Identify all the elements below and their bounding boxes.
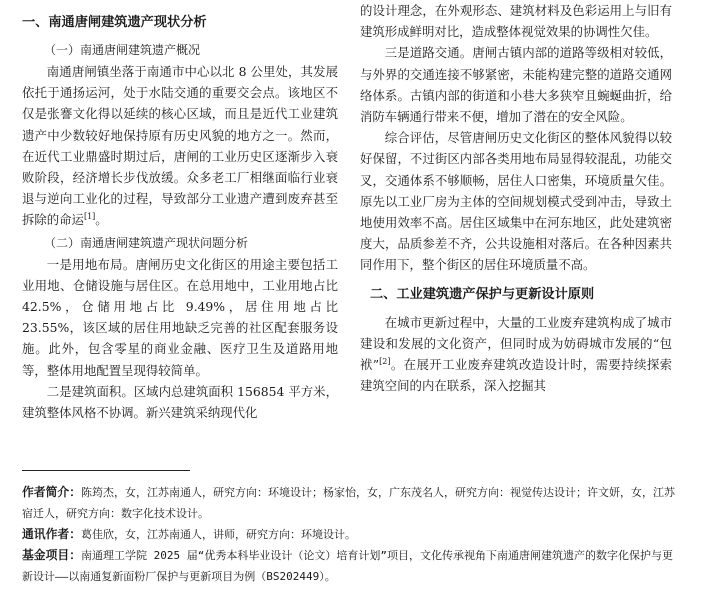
paragraph-principles: [360, 312, 672, 397]
paragraph-land-use: 一是用地布局。唐闸历史文化街区的用途主要包括工业用地、仓储设施与居住区。在总用地中，工业用地占比 42.5%，仓储用地占比 9.49%，居住用地占比 23.55%，该区域的居住用地缺乏完善的社区配套服务设施。此外，包含零星的商业金融、医疗卫生及道路用地等，整体用地配置呈现得较简单。: [22, 256, 338, 378]
paragraph-assessment: 综合评估，尽管唐闸历史文化街区的整体风貌得以较好保留，不过街区内部各类用地布局显得较混乱，功能交叉，交通体系不够顺畅，居住人口密集，环境质量欠佳。原先以工业厂房为主体的空间规划模式受到冲击，导致土地使用效率不高。居住区域集中在河东地区，此处建筑密度大，品质参差不齐，公共设施相对落后。在各种因素共同作用下，整个街区的居住环境质量不高。: [360, 130, 672, 273]
section-title-1: 一、南通唐闸建筑遗产现状分析: [22, 15, 207, 30]
author-label: 作者简介：: [22, 485, 81, 499]
footnotes: [22, 482, 682, 587]
author-note: [22, 482, 682, 524]
paragraph-principles-text: 在城市更新过程中，大量的工业废弃建筑构成了城市建设和发展的文化资产，但同时成为妨碍城市发展的“包袱”: [360, 314, 672, 373]
section-title-2: 二、工业建筑遗产保护与更新设计原则: [370, 286, 595, 302]
subsection-title-2: （二）南通唐闸建筑遗产现状问题分析: [44, 235, 249, 250]
paragraph-principles-end: 。在展开工业废弃建筑改造设计时，需要持续探索建筑空间的内在联系，深入挖掘其: [360, 357, 673, 394]
right-column: [360, 0, 672, 396]
corresponding-author-note: [22, 524, 682, 545]
footnote-divider: [22, 470, 190, 471]
corresponding-author-text: 葛佳欣，女，江苏南通人，讲师，研究方向：环境设计。: [81, 528, 356, 541]
author-text: 陈筠杰，女，江苏南通人，研究方向：环境设计；杨家怡，女，广东茂名人，研究方向：视觉传达设计；许文妍，女，江苏宿迁人，研究方向：数字化技术设计。: [22, 486, 675, 520]
paragraph-continued: 的设计理念，在外观形态、建筑材料及色彩运用上与旧有建筑形成鲜明对比，造成整体视觉效果的协调性欠佳。: [360, 3, 672, 40]
paragraph-building-area: 二是建筑面积。区域内总建筑面积 156854 平方米，建筑整体风格不协调。新兴建筑采纳现代化: [22, 383, 338, 421]
paragraph-traffic: 三是道路交通。唐闸古镇内部的道路等级相对较低，与外界的交通连接不够紧密，未能构建完整的道路交通网络体系。古镇内部的街道和小巷大多狭窄且蜿蜒曲折，给消防车辆通行带来不便，增加了潜在的安全风险。: [360, 45, 672, 125]
fund-note: [22, 545, 682, 587]
citation-2[interactable]: [2]: [379, 356, 391, 366]
corresponding-author-label: 通讯作者：: [22, 527, 81, 541]
subsection-title-1: （一）南通唐闸建筑遗产概况: [44, 43, 201, 57]
fund-label: 基金项目：: [22, 548, 81, 562]
left-column: [22, 0, 338, 423]
paragraph-overview-end: 。: [95, 212, 108, 228]
fund-text: 南通理工学院 2025 届“优秀本科毕业设计（论文）培育计划”项目，文化传承视角下南通唐闸建筑遗产的数字化保护与更新设计——以南通复新面粉厂保护与更新项目为例（BS202449）。: [22, 549, 673, 583]
paragraph-overview: [22, 61, 338, 231]
paragraph-overview-text: 南通唐闸镇坐落于南通市中心以北 8 公里处，其发展依托于通扬运河，处于水陆交通的重要交会点。该地区不仅是张謇文化得以延续的核心区域，而且是近代工业建筑遗产中少数较好地保持原有历史风貌的地方之一。然而，在近代工业鼎盛时期过后，唐闸的工业历史区逐渐步入衰败阶段，经济增长步伐放缓。众多老工厂相继面临行业衰退与逆向工业化的过程，导致部分工业遗产遭到废弃甚至拆除的命运: [22, 64, 338, 228]
citation-1[interactable]: [1]: [83, 212, 96, 222]
